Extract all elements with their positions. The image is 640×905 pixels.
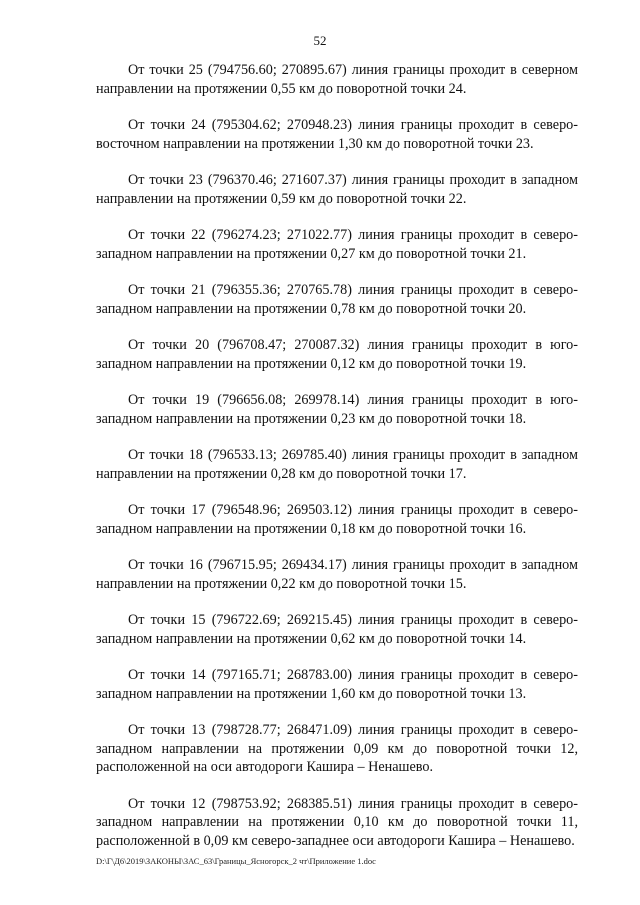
boundary-paragraph-point-17: От точки 17 (796548.96; 269503.12) линия границы проходит в северо-западном направлении на протяжении 0,18 км до поворотной точки 16. [96,502,578,537]
boundary-paragraph-point-12: От точки 12 (798753.92; 268385.51) линия границы проходит в северо-западном направлении на протяжении 0,10 км до поворотной точки 11, расположенной в 0,09 км северо-западнее оси автодороги Кашира – Ненашево. [96,795,578,849]
boundary-paragraph-point-21: От точки 21 (796355.36; 270765.78) линия границы проходит в северо-западном направлении на протяжении 0,78 км до поворотной точки 20. [96,282,578,317]
document-body [96,61,578,868]
boundary-paragraph-point-18: От точки 18 (796533.13; 269785.40) линия границы проходит в западном направлении на протяжении 0,28 км до поворотной точки 17. [96,447,578,482]
boundary-paragraph-point-15: От точки 15 (796722.69; 269215.45) линия границы проходит в северо-западном направлении на протяжении 0,62 км до поворотной точки 14. [96,612,578,647]
footer-file-path: D:\Г\Д6\2019\ЗАКОНЫ\ЗАС_63\Границы_Ясногорск_2 чт\Приложение 1.doc [96,856,376,866]
boundary-paragraph-point-13: От точки 13 (798728.77; 268471.09) линия границы проходит в северо-западном направлении на протяжении 0,09 км до поворотной точки 12, расположенной на оси автодороги Кашира – Ненашево. [96,722,578,775]
boundary-paragraph-point-16: От точки 16 (796715.95; 269434.17) линия границы проходит в западном направлении на протяжении 0,22 км до поворотной точки 15. [96,557,578,592]
boundary-paragraph-point-20: От точки 20 (796708.47; 270087.32) линия границы проходит в юго-западном направлении на протяжении 0,12 км до поворотной точки 19. [96,337,578,372]
boundary-paragraph-point-22: От точки 22 (796274.23; 271022.77) линия границы проходит в северо-западном направлении на протяжении 0,27 км до поворотной точки 21. [96,227,578,262]
boundary-paragraph-point-19: От точки 19 (796656.08; 269978.14) линия границы проходит в юго-западном направлении на протяжении 0,23 км до поворотной точки 18. [96,392,578,427]
boundary-paragraph-point-23: От точки 23 (796370.46; 271607.37) линия границы проходит в западном направлении на протяжении 0,59 км до поворотной точки 22. [96,172,578,207]
page-number: 52 [313,33,327,48]
boundary-paragraph-point-24: От точки 24 (795304.62; 270948.23) линия границы проходит в северо-восточном направлении на протяжении 1,30 км до поворотной точки 23. [96,117,578,152]
boundary-paragraph-point-25: От точки 25 (794756.60; 270895.67) линия границы проходит в северном направлении на протяжении 0,55 км до поворотной точки 24. [96,62,578,97]
boundary-paragraph-point-14: От точки 14 (797165.71; 268783.00) линия границы проходит в северо-западном направлении на протяжении 1,60 км до поворотной точки 13. [96,667,578,702]
